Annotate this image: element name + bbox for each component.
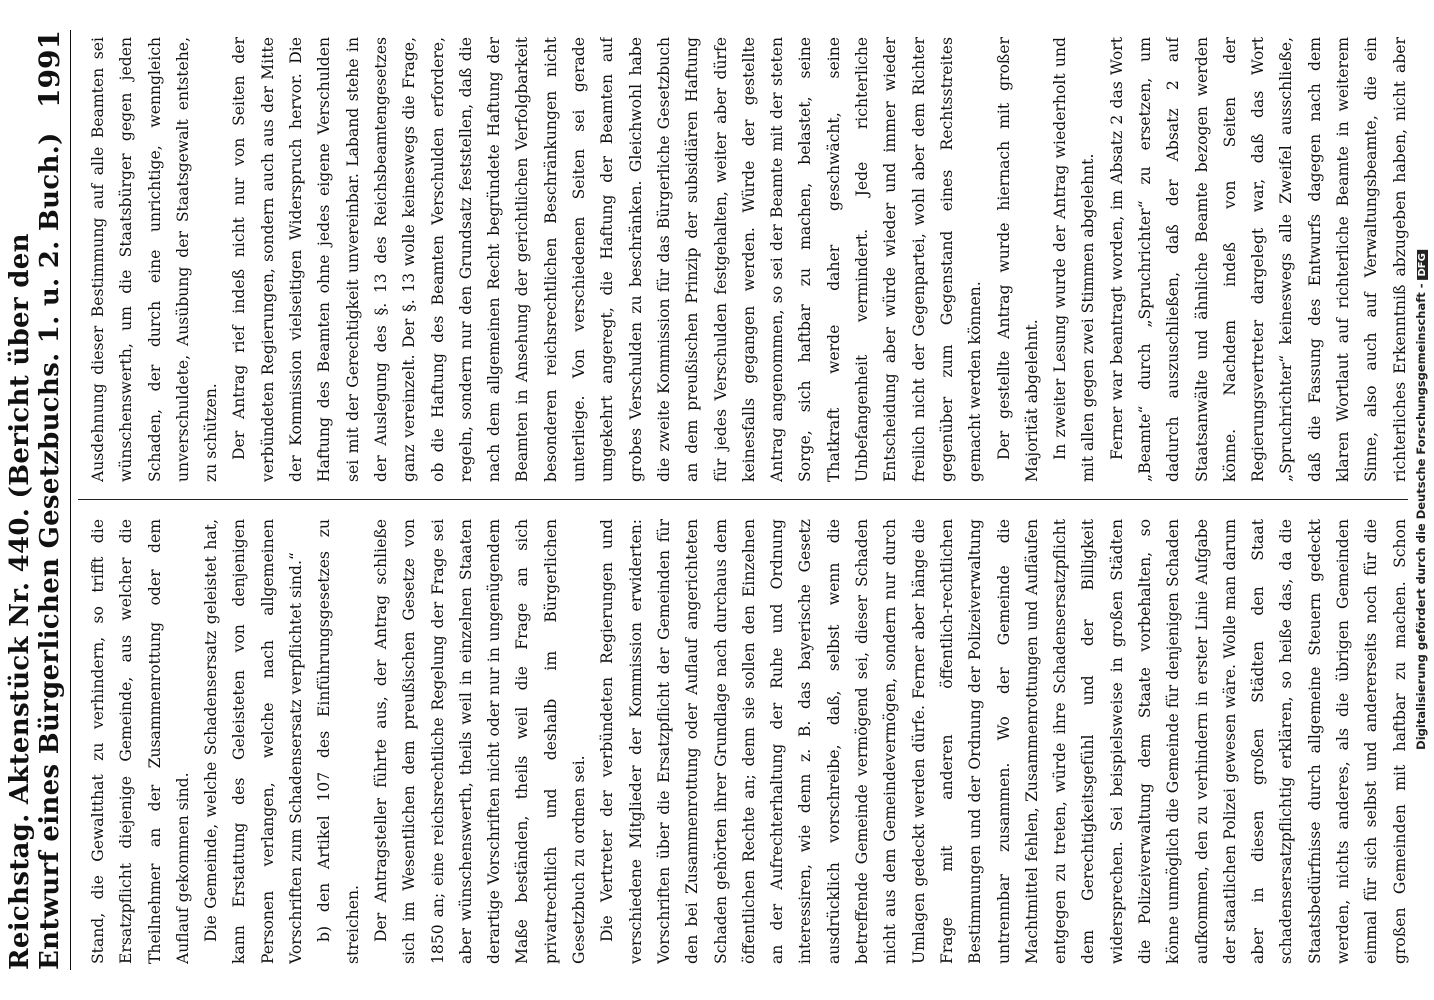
right-column [84, 37, 1414, 482]
rotated-page [5, 30, 1426, 970]
paragraph: Der gestellte Antrag wurde hiernach mit großer Majorität abgelehnt. [994, 37, 1041, 482]
paragraph: Ausdehnung dieser Bestimmung auf alle Beamten sei wünschenswerth, um die Staatsbürger gegen jeden Schaden, der durch eine unrichtige, wenngleich unverschuldete, Ausübung der Staatsgewalt entstehe, zu schützen. [89, 37, 221, 482]
paragraph: Stand, die Gewaltthat zu verhindern, so trifft die Ersatzpflicht diejenige Gemeinde, aus welcher die Theilnehmer an der Zusammenrottung oder dem Auflauf gekommen sind. [89, 519, 192, 964]
dfg-badge: DFG [1417, 250, 1428, 279]
column-divider [78, 499, 1408, 500]
page-number: 1991 [33, 30, 66, 108]
page-header [5, 30, 71, 970]
paragraph: Der Antragsteller führte aus, der Antrag schließe sich im Wesentlichen dem preußischen Gesetze von 1850 an; eine reichsrechtliche Regelung der Frage sei aber wünschenswerth, theils weil in einzelnen Staaten derartige Vorschriften nicht oder nur in ungenügendem Maße beständen, theils weil die Frage an sich privatrechtlich und deshalb im Bürgerlichen Gesetzbuch zu ordnen sei. [371, 519, 589, 964]
paragraph: b) den Artikel 107 des Einführungsgesetzes zu streichen. [315, 519, 362, 964]
digitization-credit [1414, 250, 1428, 750]
digitization-credit-text: Digitalisierung gefördert durch die Deutsche Forschungsgemeinschaft - [1414, 283, 1428, 750]
paragraph: Der Antrag rief indeß nicht nur von Seiten der verbündeten Regierungen, sondern auch aus der Mitte der Kommission vielseitigen Widerspruch hervor. Die Haftung des Beamten ohne jedes eigene Verschulden sei mit der Gerechtigkeit unvereinbar. Laband stehe in der Auslegung des §. 13 des Reichsbeamtengesetzes ganz vereinzelt. Der §. 13 wolle keineswegs die Frage, ob die Haftung des Beamten Verschulden erfordere, regeln, sondern nur den Grundsatz feststellen, daß die nach dem allgemeinen Recht begründete Haftung der Beamten in Ansehung der gerichtlichen Verfolgbarkeit besonderen reichsrechtlichen Beschränkungen nicht unterliege. Von verschiedenen Seiten sei gerade umgekehrt angeregt, die Haftung der Beamten auf grobes Verschulden zu beschränken. Gleichwohl habe die zweite Kommission für das Bürgerliche Gesetzbuch an dem preußischen Prinzip der subsidiären Haftung für jedes Verschulden festgehalten, weiter aber dürfe keinesfalls gegangen werden. Würde der gestellte Antrag angenommen, so sei der Beamte mit der steten Sorge, sich haftbar zu machen, belastet, seine Thatkraft werde daher geschwächt, seine Unbefangenheit vermindert. Jede richterliche Entscheidung aber würde wieder und immer wieder freilich nicht der Gegenpartei, wohl aber dem Richter gegenüber zum Gegenstand eines Rechtsstreites gemacht werden können. [230, 37, 985, 482]
page-header-title: Reichstag. Aktenstück Nr. 440. (Bericht über den Entwurf eines Bürgerlichen Gesetzbuchs. 1. u. 2. Buch.) [5, 132, 65, 970]
paragraph: Die Gemeinde, welche Schadensersatz geleistet hat, kann Erstattung des Geleisteten von denjenigen Personen verlangen, welche nach allgemeinen Vorschriften zum Schadensersatz verpflichtet sind.“ [202, 519, 306, 964]
paragraph: Ferner war beantragt worden, im Absatz 2 das Wort „Beamte“ durch „Spruchrichter“ zu ersetzen, um dadurch auszuschließen, daß der Absatz 2 auf Staatsanwälte und ähnliche Beamte bezogen werden könne. Nachdem indeß von Seiten der Regierungsvertreter dargelegt war, daß das Wort „Spruchrichter“ keineswegs alle Zweifel ausschließe, daß die Fassung des Entwurfs dagegen nach dem klaren Wortlaut auf richterliche Beamte in weiterem Sinne, also auch auf Verwaltungsbeamte, die ein richterliches Erkenntniß abzugeben haben, nicht aber [1107, 37, 1409, 482]
paragraph: Die Vertreter der verbündeten Regierungen und verschiedene Mitglieder der Kommission erwiderten: Vorschriften über die Ersatzpflicht der Gemeinden für den bei Zusammenrottung oder Auflauf angerichteten Schaden gehörten ihrer Grundlage nach durchaus dem öffentlichen Rechte an; denn sie sollen den Einzelnen an der Aufrechterhaltung der Ruhe und Ordnung interessiren, wie denn z. B. das bayerische Gesetz ausdrücklich vorschreibe, daß, selbst wenn die betreffende Gemeinde vermögend sei, dieser Schaden nicht aus dem Gemeindevermögen, sondern nur durch Umlagen gedeckt werden dürfe. Ferner aber hänge die Frage mit anderen öffentlich-rechtlichen Bestimmungen und der Ordnung der Polizeiverwaltung untrennbar zusammen. Wo der Gemeinde die Machtmittel fehlen, Zusammenrottungen und Aufläufen entgegen zu treten, würde ihre Schadensersatzpflicht dem Gerechtigkeitsgefühl und der Billigkeit widersprechen. Sei beispielsweise in großen Städten die Polizeiverwaltung dem Staate vorbehalten, so könne unmöglich die Gemeinde für denjenigen Schaden aufkommen, den zu verhindern in erster Linie Aufgabe der staatlichen Polizei gewesen wäre. Wolle man darum aber in diesen großen Städten den Staat schadensersatzpflichtig erklären, so heiße das, da die Staatsbedürfnisse durch allgemeine Steuern gedeckt werden, nichts anderes, als die übrigen Gemeinden einmal für sich selbst und andererseits noch für die großen Gemeinden mit haftbar zu machen. Schon [598, 519, 1409, 964]
left-column [84, 519, 1414, 964]
paragraph: In zweiter Lesung wurde der Antrag wiederholt und mit allen gegen zwei Stimmen abgelehnt. [1051, 37, 1098, 482]
